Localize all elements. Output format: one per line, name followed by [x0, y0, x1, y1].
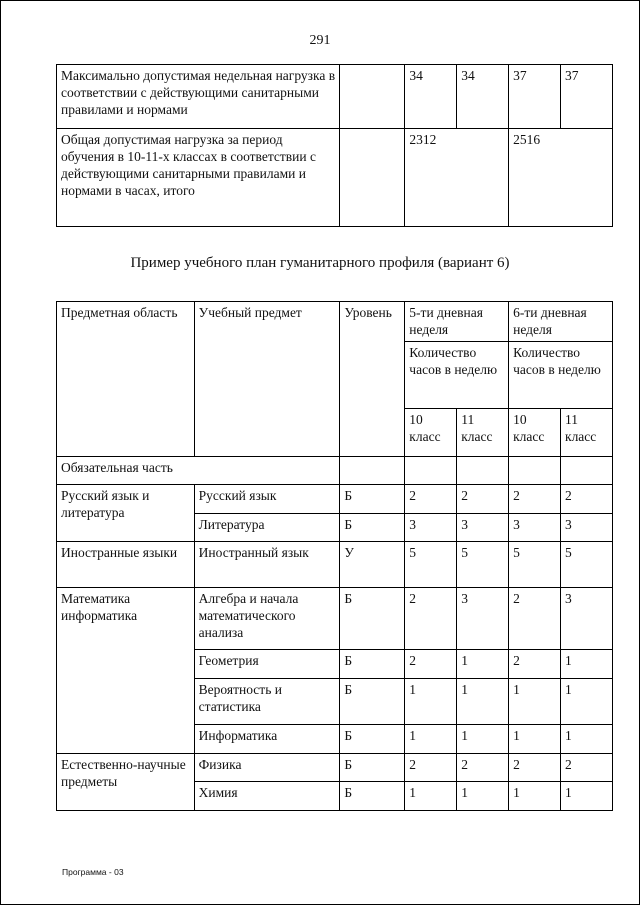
hours-cell: 5	[405, 542, 457, 588]
level-cell: Б	[340, 514, 405, 542]
table-row	[57, 754, 613, 782]
hours-cell: 5	[457, 542, 509, 588]
subject-cell: Русский язык	[194, 485, 340, 514]
header-hours5: Количество часов в неделю	[405, 342, 509, 409]
hours-cell: 1	[561, 679, 613, 725]
hours-cell: 2	[509, 485, 561, 514]
level-cell: Б	[340, 754, 405, 782]
level-cell: У	[340, 542, 405, 588]
empty-cell	[457, 457, 509, 485]
hours-cell: 2	[457, 485, 509, 514]
curriculum-table	[56, 301, 613, 811]
footer-program-code: Программа - 03	[62, 867, 124, 877]
total-load-label: Общая допустимая нагрузка за период обучения в 10-11-х классах в соответствии с действующими санитарными правилами и нормами в часах, итого	[57, 129, 340, 227]
subject-cell: Химия	[194, 782, 340, 811]
header-week6: 6-ти дневная неделя	[509, 302, 613, 342]
table-row	[57, 588, 613, 650]
hours-cell: 2	[509, 754, 561, 782]
hours-cell: 1	[561, 650, 613, 679]
hours-cell: 2	[457, 754, 509, 782]
table-row	[57, 129, 613, 227]
mandatory-part-label: Обязательная часть	[57, 457, 340, 485]
section-row	[57, 457, 613, 485]
empty-cell	[340, 129, 405, 227]
max-weekly-load-label: Максимально допустимая недельная нагрузка в соответствии с действующими санитарными правилами и нормами	[57, 65, 340, 129]
total-cell: 2312	[405, 129, 509, 227]
header-class: 10 класс	[509, 409, 561, 457]
empty-cell	[340, 457, 405, 485]
header-class: 11 класс	[457, 409, 509, 457]
area-cell: Иностранные языки	[57, 542, 195, 588]
hours-cell: 5	[561, 542, 613, 588]
hours-cell: 1	[457, 782, 509, 811]
hours-cell: 3	[561, 588, 613, 650]
level-cell: Б	[340, 650, 405, 679]
empty-cell	[509, 457, 561, 485]
hours-cell: 2	[561, 754, 613, 782]
header-level: Уровень	[340, 302, 405, 457]
empty-cell	[340, 65, 405, 129]
hours-cell: 3	[509, 514, 561, 542]
load-summary-table	[56, 64, 613, 227]
hours-cell: 1	[457, 725, 509, 754]
hours-cell: 1	[405, 679, 457, 725]
hours-cell: 2	[405, 650, 457, 679]
header-class: 11 класс	[561, 409, 613, 457]
subject-cell: Иностранный язык	[194, 542, 340, 588]
hours-cell: 1	[509, 782, 561, 811]
header-class: 10 класс	[405, 409, 457, 457]
empty-cell	[561, 457, 613, 485]
level-cell: Б	[340, 725, 405, 754]
subject-cell: Геометрия	[194, 650, 340, 679]
level-cell: Б	[340, 782, 405, 811]
table-row	[57, 542, 613, 588]
subject-cell: Алгебра и начала математического анализа	[194, 588, 340, 650]
plan-title: Пример учебного план гуманитарного профиля (вариант 6)	[130, 255, 510, 271]
table-row	[57, 65, 613, 129]
subject-cell: Литература	[194, 514, 340, 542]
subject-cell: Вероятность и статистика	[194, 679, 340, 725]
hours-cell: 1	[457, 650, 509, 679]
value-cell: 37	[509, 65, 561, 129]
empty-cell	[405, 457, 457, 485]
hours-cell: 3	[457, 514, 509, 542]
hours-cell: 1	[509, 725, 561, 754]
total-cell: 2516	[509, 129, 613, 227]
hours-cell: 1	[509, 679, 561, 725]
hours-cell: 1	[405, 782, 457, 811]
level-cell: Б	[340, 588, 405, 650]
area-cell: Математика информатика	[57, 588, 195, 754]
value-cell: 34	[405, 65, 457, 129]
subject-cell: Физика	[194, 754, 340, 782]
hours-cell: 2	[509, 650, 561, 679]
header-subject: Учебный предмет	[194, 302, 340, 457]
hours-cell: 2	[561, 485, 613, 514]
hours-cell: 1	[457, 679, 509, 725]
header-week5: 5-ти дневная неделя	[405, 302, 509, 342]
table-row	[57, 485, 613, 514]
header-row	[57, 302, 613, 342]
hours-cell: 1	[405, 725, 457, 754]
hours-cell: 2	[509, 588, 561, 650]
level-cell: Б	[340, 679, 405, 725]
hours-cell: 3	[405, 514, 457, 542]
value-cell: 37	[561, 65, 613, 129]
header-hours6: Количество часов в неделю	[509, 342, 613, 409]
hours-cell: 2	[405, 485, 457, 514]
hours-cell: 1	[561, 782, 613, 811]
hours-cell: 1	[561, 725, 613, 754]
page-number: 291	[309, 33, 331, 48]
hours-cell: 2	[405, 588, 457, 650]
hours-cell: 3	[457, 588, 509, 650]
hours-cell: 3	[561, 514, 613, 542]
area-cell: Естественно-научные предметы	[57, 754, 195, 811]
hours-cell: 2	[405, 754, 457, 782]
subject-cell: Информатика	[194, 725, 340, 754]
level-cell: Б	[340, 485, 405, 514]
area-cell: Русский язык и литература	[57, 485, 195, 542]
value-cell: 34	[457, 65, 509, 129]
header-area: Предметная область	[57, 302, 195, 457]
hours-cell: 5	[509, 542, 561, 588]
